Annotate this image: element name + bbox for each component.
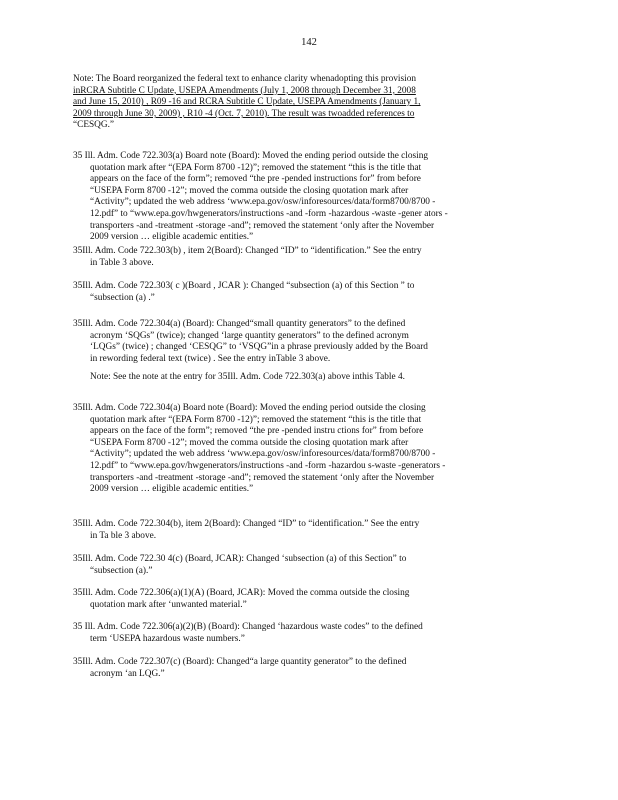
entry-line: 35Ill. Adm. Code 722.303(b) , item 2(Board): Changed “ID” to “identification.” See the entry <box>73 246 422 256</box>
intro-note <box>73 74 547 132</box>
intro-note-line: “CESQG.” <box>73 120 115 131</box>
table-entry-722-306a1A <box>73 588 547 611</box>
entry-line: in Table 3 above. <box>90 257 154 268</box>
entry-line: 35Ill. Adm. Code 722.304(a) Board note (Board): Moved the ending period outside the closing <box>73 403 426 413</box>
entry-line: “Activity”; updated the web address ‘www.epa.gov/osw/inforesources/data/form8700/8700 - <box>90 449 436 460</box>
entry-line: 12.pdf” to “www.epa.gov/hwgenerators/instructions -and -form -hazardous -waste -gener ators - <box>90 208 448 219</box>
entry-line: ‘LQGs” (twice) ; changed ‘CESQG” to ‘VSQG”in a phrase previously added by the Board <box>90 342 428 353</box>
intro-note-line: inRCRA Subtitle C Update, USEPA Amendments (July 1, 2008 through December 31, 2008 <box>73 85 416 96</box>
intro-note-line: 2009 through June 30, 2009) , R10 -4 (Oct. 7, 2010). The result was twoadded references to <box>73 108 415 119</box>
page-number: 142 <box>301 37 317 48</box>
table-entry-722-304a-board-note <box>73 403 547 496</box>
table-entry-722-307c <box>73 657 547 680</box>
table-entry-722-304a <box>73 319 547 384</box>
table-entry-722-306a2B <box>73 622 547 645</box>
entry-line: 35 Ill. Adm. Code 722.303(a) Board note (Board): Moved the ending period outside the closing <box>73 151 429 161</box>
entry-line: quotation mark after “(EPA Form 8700 -12)”; removed the statement “this is the title that <box>90 162 422 173</box>
entry-line: acronym ‘an LQG.” <box>90 668 165 679</box>
table-entry-722-303c <box>73 281 547 304</box>
entry-line: transporters -and -treatment -storage -and”; removed the statement ‘only after the November <box>90 472 435 483</box>
entry-line: term ‘USEPA hazardous waste numbers.” <box>90 633 245 644</box>
table-entry-722-304b <box>73 519 547 542</box>
table-entry-722-303a-board-note <box>73 151 547 244</box>
entry-line: 35Ill. Adm. Code 722.304(b), item 2(Board): Changed “ID” to “identification.” See the entry <box>73 519 420 529</box>
entry-line: quotation mark after ‘unwanted material.” <box>90 599 247 610</box>
entry-line: 2009 version … eligible academic entities.” <box>90 232 254 243</box>
entry-line: 35Ill. Adm. Code 722.304(a) (Board): Changed“small quantity generators” to the defined <box>73 319 406 329</box>
entry-line: 12.pdf” to “www.epa.gov/hwgenerators/instructions -and -form -hazardou s-waste -generators - <box>90 460 446 471</box>
entry-line: “subsection (a).” <box>90 565 153 576</box>
entry-line: in rewording federal text (twice) . See the entry inTable 3 above. <box>90 353 331 364</box>
entry-line: 35 Ill. Adm. Code 722.306(a)(2)(B) (Board): Changed ‘hazardous waste codes” to the defined <box>73 622 423 632</box>
entry-line: acronym ‘SQGs” (twice); changed ‘large quantity generators” to the defined acronym <box>90 330 409 341</box>
table-entry-722-303b <box>73 246 547 269</box>
entry-line: 35Ill. Adm. Code 722.307(c) (Board): Changed“a large quantity generator” to the defined <box>73 657 407 667</box>
entry-line: “USEPA Form 8700 -12”; moved the comma outside the closing quotation mark after <box>90 437 409 448</box>
intro-note-line: Note: The Board reorganized the federal text to enhance clarity whenadopting this provision <box>73 74 417 84</box>
entry-line: 35Ill. Adm. Code 722.303( c )(Board , JCAR ): Changed “subsection (a) of this Section ” to <box>73 281 415 291</box>
entry-line: 2009 version … eligible academic entities.” <box>90 484 254 495</box>
entry-line: appears on the face of the form”; removed “the pre -pended instru ctions for” from before <box>90 426 424 437</box>
entry-line: “USEPA Form 8700 -12”; moved the comma outside the closing quotation mark after <box>90 185 409 196</box>
entry-line: “Activity”; updated the web address ‘www.epa.gov/osw/inforesources/data/form8700/8700 - <box>90 197 436 208</box>
entry-line: “subsection (a) .” <box>90 292 155 303</box>
entry-line: 35Ill. Adm. Code 722.306(a)(1)(A) (Board, JCAR): Moved the comma outside the closing <box>73 588 410 598</box>
entry-note: Note: See the note at the entry for 35Ill. Adm. Code 722.303(a) above inthis Table 4. <box>90 372 405 383</box>
table-entry-722-304c <box>73 554 547 577</box>
entry-line: quotation mark after “(EPA Form 8700 -12)”; removed the statement “this is the title that <box>90 414 422 425</box>
intro-note-line: and June 15, 2010) , R09 -16 and RCRA Subtitle C Update, USEPA Amendments (January 1, <box>73 97 421 108</box>
entry-line: 35Ill. Adm. Code 722.30 4(c) (Board, JCAR): Changed ‘subsection (a) of this Section” to <box>73 554 407 564</box>
entry-line: transporters -and -treatment -storage -and”; removed the statement ‘only after the November <box>90 220 435 231</box>
entry-line: in Ta ble 3 above. <box>90 530 157 541</box>
entry-line: appears on the face of the form”; removed “the pre -pended instructions for” from before <box>90 174 421 185</box>
